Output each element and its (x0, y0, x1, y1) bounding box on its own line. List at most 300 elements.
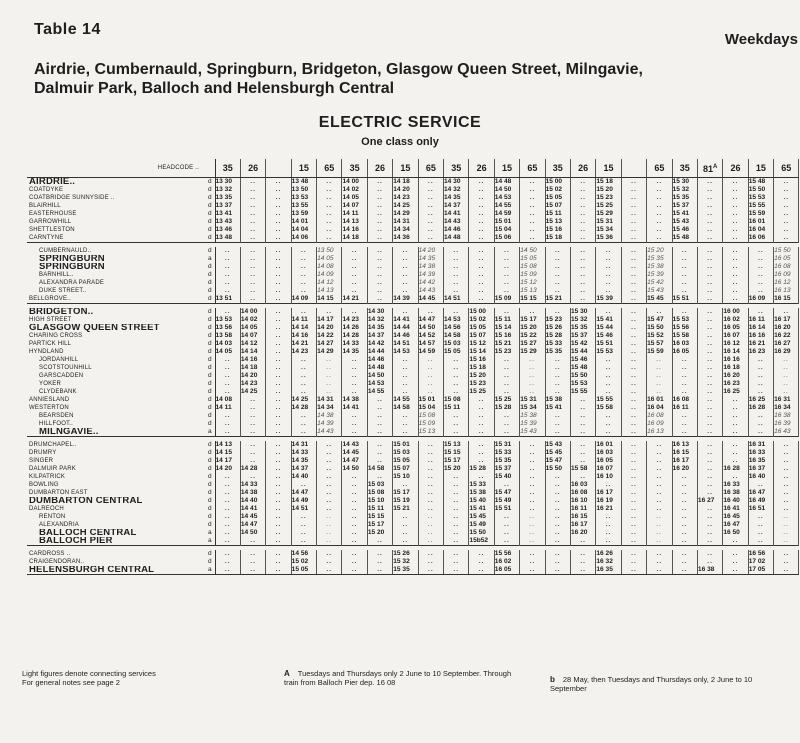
time-cell: 16 04 (647, 404, 672, 412)
time-cell: .. (240, 473, 265, 481)
time-cell: 16 08 (647, 412, 672, 420)
time-cell: .. (266, 529, 291, 537)
time-cell: .. (240, 457, 265, 465)
station-name: SCOTSTOUNHILL (39, 365, 92, 371)
time-cell: .. (697, 348, 722, 356)
time-cell: .. (469, 271, 494, 279)
time-cell: .. (545, 537, 570, 546)
time-cell: .. (545, 428, 570, 437)
time-cell: .. (418, 380, 443, 388)
time-cell: .. (469, 457, 494, 465)
time-cell: .. (317, 558, 342, 566)
time-cell: .. (545, 279, 570, 287)
time-cell: .. (723, 566, 748, 575)
time-cell: 15 53 (570, 380, 595, 388)
time-cell: 16 14 (748, 324, 773, 332)
time-cell: .. (393, 521, 418, 529)
time-cell: .. (723, 412, 748, 420)
time-cell: .. (647, 481, 672, 489)
time-cell: .. (494, 388, 519, 396)
time-cell: 16 20 (570, 529, 595, 537)
time-cell: .. (444, 550, 469, 558)
time-cell: 14 15 (317, 295, 342, 304)
time-cell: .. (367, 226, 392, 234)
time-cell: 14 12 (240, 340, 265, 348)
time-cell: 14 28 (342, 332, 367, 340)
time-cell: 16 38 (697, 566, 722, 575)
time-cell: 15 09 (520, 271, 545, 279)
time-cell: .. (367, 473, 392, 481)
table-row (27, 372, 799, 380)
time-cell: 14 28 (240, 465, 265, 473)
arr-dep-marker: d (205, 287, 215, 295)
time-cell: 15 37 (570, 332, 595, 340)
time-cell: .. (774, 566, 799, 575)
station-name: SPRINGBURN (39, 263, 105, 271)
time-cell: .. (774, 210, 799, 218)
time-cell: .. (570, 226, 595, 234)
time-cell: 14 14 (291, 324, 316, 332)
headcode-cell: 15 (291, 159, 316, 178)
time-cell: .. (570, 271, 595, 279)
time-cell: 15 04 (494, 226, 519, 234)
time-cell: 16 05 (723, 324, 748, 332)
time-cell: .. (215, 356, 240, 364)
time-cell: .. (266, 356, 291, 364)
headcode-cell: 35 (215, 159, 240, 178)
time-cell: .. (697, 364, 722, 372)
time-cell: 14 29 (393, 210, 418, 218)
time-cell: 16 56 (748, 550, 773, 558)
time-cell: 15 32 (393, 558, 418, 566)
time-cell: 14 41 (240, 505, 265, 513)
time-cell: .. (672, 529, 697, 537)
time-cell: .. (367, 178, 392, 187)
time-cell: 16 14 (723, 348, 748, 356)
time-cell: .. (621, 356, 646, 364)
time-cell: .. (697, 356, 722, 364)
time-cell: 16 20 (723, 372, 748, 380)
time-cell: 15 56 (494, 550, 519, 558)
time-cell: 14 50 (494, 186, 519, 194)
time-cell: .. (621, 255, 646, 263)
time-cell: .. (342, 558, 367, 566)
time-cell: 15 20 (647, 247, 672, 255)
time-cell: 14 11 (291, 316, 316, 324)
time-cell: .. (342, 263, 367, 271)
time-cell: .. (444, 308, 469, 316)
time-cell: .. (317, 481, 342, 489)
time-cell: .. (240, 210, 265, 218)
time-cell: .. (393, 255, 418, 263)
station-name: CARNTYNE (29, 235, 64, 241)
time-cell: .. (748, 372, 773, 380)
time-cell: .. (266, 566, 291, 575)
time-cell: 14 18 (393, 178, 418, 187)
time-cell: .. (570, 558, 595, 566)
time-cell: 15 08 (367, 489, 392, 497)
time-cell: .. (774, 356, 799, 364)
headcode-cell (697, 159, 722, 178)
time-cell: 14 20 (393, 186, 418, 194)
time-cell: .. (367, 255, 392, 263)
time-cell: .. (672, 566, 697, 575)
time-cell: .. (266, 473, 291, 481)
time-cell: .. (697, 404, 722, 412)
time-cell: .. (697, 420, 722, 428)
time-cell: 15 35 (393, 566, 418, 575)
time-cell: 16 47 (723, 521, 748, 529)
time-cell: 15 02 (469, 316, 494, 324)
time-cell: .. (570, 287, 595, 295)
time-cell: .. (570, 420, 595, 428)
time-cell: .. (342, 388, 367, 396)
arr-dep-marker: d (205, 550, 215, 558)
time-cell: .. (215, 271, 240, 279)
time-cell: .. (545, 255, 570, 263)
time-cell: 14 00 (342, 178, 367, 187)
time-cell: .. (317, 465, 342, 473)
time-cell: .. (545, 529, 570, 537)
time-cell: 15 40 (469, 497, 494, 505)
time-cell: .. (672, 263, 697, 271)
time-cell: .. (393, 529, 418, 537)
time-cell: .. (774, 218, 799, 226)
time-cell: .. (317, 473, 342, 481)
time-cell: 14 47 (240, 521, 265, 529)
time-cell: .. (291, 420, 316, 428)
time-cell: .. (520, 234, 545, 243)
station-name: BELLGROVE.. (29, 296, 71, 302)
station-name: GLASGOW QUEEN STREET (29, 324, 160, 332)
station-name: EASTERHOUSE (29, 211, 77, 217)
time-cell: .. (418, 558, 443, 566)
time-cell: 14 21 (291, 340, 316, 348)
table-row (27, 348, 799, 356)
time-cell: .. (774, 505, 799, 513)
time-cell: 14 33 (291, 449, 316, 457)
time-cell: .. (342, 497, 367, 505)
time-cell: 16 01 (647, 396, 672, 404)
time-cell: .. (266, 332, 291, 340)
time-cell: .. (317, 380, 342, 388)
time-cell: .. (596, 428, 621, 437)
time-cell: .. (494, 356, 519, 364)
time-cell: 15 46 (596, 332, 621, 340)
time-cell: .. (240, 428, 265, 437)
time-cell: .. (215, 364, 240, 372)
table-row (27, 380, 799, 388)
time-cell: .. (621, 218, 646, 226)
time-cell: 15 59 (647, 348, 672, 356)
route-title-line-1: Airdrie, Cumbernauld, Springburn, Bridgeton, Glasgow Queen Street, Milngavie, (34, 61, 643, 78)
time-cell: .. (621, 340, 646, 348)
time-cell: 15 01 (393, 441, 418, 449)
time-cell: .. (647, 372, 672, 380)
arr-dep-marker: d (205, 489, 215, 497)
time-cell: .. (215, 513, 240, 521)
time-cell: .. (621, 178, 646, 187)
time-cell: 16 28 (723, 465, 748, 473)
time-cell: .. (342, 356, 367, 364)
time-cell: .. (520, 537, 545, 546)
time-cell: 14 50 (240, 529, 265, 537)
time-cell: 14 50 (418, 324, 443, 332)
time-cell: .. (317, 521, 342, 529)
time-cell: .. (266, 340, 291, 348)
time-cell: 14 39 (393, 295, 418, 304)
time-cell: 15 43 (647, 287, 672, 295)
table-row (27, 420, 799, 428)
table-row (27, 505, 799, 513)
time-cell: .. (393, 308, 418, 316)
arr-dep-marker: d (205, 497, 215, 505)
time-cell: .. (240, 537, 265, 546)
headcode-cell: 26 (469, 159, 494, 178)
time-cell: .. (444, 287, 469, 295)
station-name: BLAIRHILL (29, 203, 61, 209)
time-cell: .. (545, 473, 570, 481)
time-cell: .. (697, 513, 722, 521)
time-cell: .. (342, 412, 367, 420)
time-cell: .. (723, 255, 748, 263)
time-cell: 15 56 (672, 324, 697, 332)
time-cell: .. (570, 279, 595, 287)
time-cell: .. (621, 316, 646, 324)
time-cell: 15 03 (393, 449, 418, 457)
headcode-cell: 65 (520, 159, 545, 178)
time-cell: .. (621, 295, 646, 304)
time-cell: 15 18 (469, 364, 494, 372)
time-cell: 15 30 (672, 178, 697, 187)
arr-dep-marker: d (205, 364, 215, 372)
time-cell: 16 40 (723, 497, 748, 505)
time-cell: .. (240, 550, 265, 558)
time-cell: 13 58 (215, 332, 240, 340)
time-cell: .. (418, 388, 443, 396)
time-cell: .. (672, 308, 697, 316)
table-row (27, 497, 799, 505)
time-cell: .. (367, 428, 392, 437)
time-cell: .. (317, 441, 342, 449)
time-cell: 16 15 (774, 295, 799, 304)
time-cell: 15 11 (494, 316, 519, 324)
station-name: SINGER (29, 458, 54, 464)
time-cell: .. (367, 279, 392, 287)
time-cell: .. (317, 505, 342, 513)
time-cell: 15 16 (494, 332, 519, 340)
time-cell: .. (469, 420, 494, 428)
time-cell: .. (266, 372, 291, 380)
headcode-label: HEADCODE .. (27, 159, 205, 178)
time-cell: 16 16 (748, 332, 773, 340)
time-cell: 15 17 (520, 316, 545, 324)
time-cell: .. (748, 263, 773, 271)
time-cell: 15 59 (748, 210, 773, 218)
footnote-a-text: Tuesdays and Thursdays only 2 June to 10 September. Through train from Balloch Pier dep. 16 08 (284, 669, 512, 687)
time-cell: .. (342, 428, 367, 437)
time-cell: .. (317, 372, 342, 380)
time-cell: .. (621, 271, 646, 279)
station-name: MILNGAVIE.. (39, 428, 99, 437)
time-cell: 15 11 (367, 505, 392, 513)
time-cell: 15 16 (469, 356, 494, 364)
time-cell: .. (723, 396, 748, 404)
time-cell: .. (317, 218, 342, 226)
time-cell: .. (418, 513, 443, 521)
time-cell: .. (317, 513, 342, 521)
time-cell: .. (545, 412, 570, 420)
time-cell: .. (240, 194, 265, 202)
time-cell: .. (317, 308, 342, 316)
footnote-b (550, 675, 790, 693)
time-cell: 14 38 (342, 396, 367, 404)
time-cell: 14 05 (317, 255, 342, 263)
time-cell: 15 35 (672, 194, 697, 202)
table-row (27, 396, 799, 404)
arr-dep-marker: a (205, 529, 215, 537)
time-cell: .. (723, 287, 748, 295)
time-cell: 16 12 (774, 279, 799, 287)
arr-dep-marker: d (205, 441, 215, 449)
time-cell: 15 45 (469, 513, 494, 521)
time-cell: .. (621, 428, 646, 437)
time-cell: .. (367, 558, 392, 566)
time-cell: .. (647, 529, 672, 537)
arr-dep-marker: d (205, 481, 215, 489)
time-cell: .. (367, 271, 392, 279)
time-cell: .. (240, 420, 265, 428)
time-cell: .. (647, 388, 672, 396)
table-row (27, 566, 799, 575)
time-cell: 14 37 (291, 465, 316, 473)
time-cell: 15 50 (647, 324, 672, 332)
arr-dep-marker: d (205, 271, 215, 279)
time-cell: .. (266, 324, 291, 332)
time-cell: .. (570, 441, 595, 449)
table-number: Table 14 (34, 21, 101, 38)
time-cell: 14 38 (317, 412, 342, 420)
arr-dep-marker: d (205, 316, 215, 324)
time-cell: 14 17 (215, 457, 240, 465)
station-name: DALMUIR PARK (29, 466, 76, 472)
time-cell: 15 23 (469, 380, 494, 388)
time-cell: 15 09 (494, 295, 519, 304)
time-cell: .. (748, 388, 773, 396)
time-cell: .. (444, 566, 469, 575)
station-name: AIRDRIE.. (29, 177, 76, 186)
time-cell: .. (240, 178, 265, 187)
time-cell: .. (723, 247, 748, 255)
time-cell: .. (697, 372, 722, 380)
time-cell: .. (367, 202, 392, 210)
table-row (27, 287, 799, 295)
days-label: Weekdays (724, 31, 798, 48)
time-cell: 14 21 (342, 295, 367, 304)
time-cell: 15 15 (520, 295, 545, 304)
time-cell: .. (317, 537, 342, 546)
time-cell: .. (494, 513, 519, 521)
time-cell: 15 23 (545, 316, 570, 324)
time-cell: .. (570, 295, 595, 304)
time-cell: .. (545, 550, 570, 558)
time-cell: 15 38 (469, 489, 494, 497)
time-cell: .. (291, 356, 316, 364)
time-cell: .. (596, 308, 621, 316)
station-name: GARSCADDEN (39, 373, 84, 379)
time-cell: 15 35 (494, 457, 519, 465)
time-cell: .. (367, 247, 392, 255)
time-cell: .. (774, 226, 799, 234)
time-cell: 15 17 (367, 521, 392, 529)
time-cell: .. (545, 558, 570, 566)
time-cell: .. (520, 186, 545, 194)
time-cell: .. (469, 234, 494, 243)
time-cell: 14 35 (342, 348, 367, 356)
arr-dep-marker: d (205, 396, 215, 404)
time-cell: .. (545, 513, 570, 521)
time-cell: 14 43 (444, 218, 469, 226)
time-cell: 14 51 (444, 295, 469, 304)
time-cell: 15 02 (545, 186, 570, 194)
time-cell: 15 33 (469, 481, 494, 489)
station-name: CARDROSS .. (29, 551, 71, 557)
time-cell: 15 46 (672, 226, 697, 234)
time-cell: .. (672, 364, 697, 372)
time-cell: .. (570, 457, 595, 465)
time-cell: .. (342, 271, 367, 279)
time-cell: 17 05 (748, 566, 773, 575)
time-cell: .. (444, 271, 469, 279)
arr-dep-marker: d (205, 178, 215, 187)
time-cell: .. (240, 247, 265, 255)
headcode-note-a: A (712, 164, 718, 170)
time-cell: .. (520, 388, 545, 396)
time-cell: 13 50 (317, 247, 342, 255)
time-cell: .. (697, 255, 722, 263)
time-cell: 14 43 (418, 287, 443, 295)
time-cell: 15 31 (494, 441, 519, 449)
time-cell: 14 01 (291, 218, 316, 226)
time-cell: 16 09 (748, 295, 773, 304)
time-cell: 15 35 (570, 324, 595, 332)
time-cell: .. (621, 324, 646, 332)
time-cell: .. (672, 428, 697, 437)
time-cell: .. (672, 473, 697, 481)
time-cell: 15 51 (672, 295, 697, 304)
time-cell: 14 53 (393, 348, 418, 356)
time-cell: .. (774, 372, 799, 380)
time-cell: 16 07 (723, 332, 748, 340)
time-cell: .. (621, 186, 646, 194)
time-cell: .. (266, 218, 291, 226)
time-cell: .. (672, 388, 697, 396)
time-cell: .. (520, 473, 545, 481)
time-cell: .. (697, 186, 722, 194)
time-cell: .. (418, 308, 443, 316)
time-cell: .. (723, 263, 748, 271)
time-cell: .. (647, 489, 672, 497)
time-cell: .. (697, 537, 722, 546)
time-cell: .. (723, 473, 748, 481)
time-cell: .. (520, 505, 545, 513)
time-cell: .. (723, 279, 748, 287)
time-cell: 15 15 (367, 513, 392, 521)
time-cell: 14 25 (240, 388, 265, 396)
time-cell: .. (367, 404, 392, 412)
time-cell: .. (418, 465, 443, 473)
time-cell: .. (215, 412, 240, 420)
